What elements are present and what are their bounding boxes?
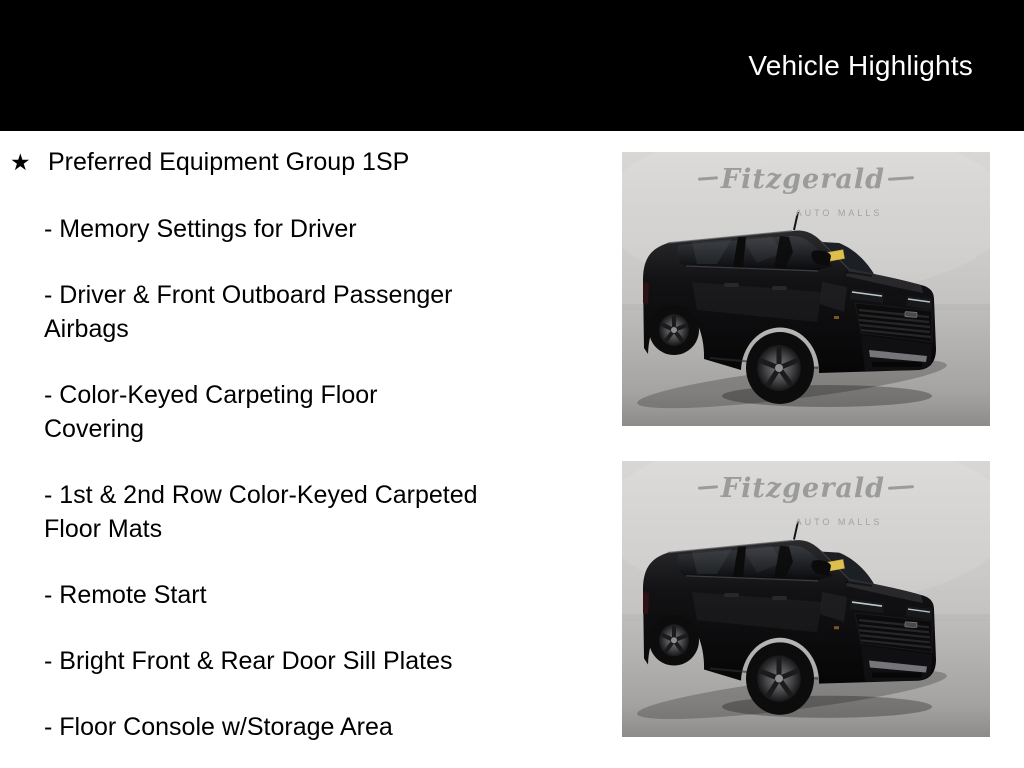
feature-item: - Bright Front & Rear Door Sill Plates (44, 647, 453, 675)
page-title: Vehicle Highlights (748, 49, 973, 81)
feature-item: - Floor Console w/Storage Area (44, 713, 393, 741)
vehicle-photo-bottom (622, 461, 990, 737)
dealer-logo-tagline: AUTO MALLS (795, 208, 883, 218)
vehicle-photo-top (622, 152, 990, 426)
star-bullet-icon: ★ (10, 149, 31, 175)
feature-item: - Memory Settings for Driver (44, 215, 357, 243)
dealer-logo-text: Fitzgerald (695, 473, 917, 504)
header-bar (0, 0, 1024, 131)
features-list (0, 131, 610, 744)
dealer-logo-text: Fitzgerald (695, 164, 917, 195)
feature-item: - Driver & Front Outboard Passenger Airbags (44, 281, 453, 343)
feature-group-heading (10, 145, 610, 180)
vehicle-photo-illustration (622, 152, 990, 426)
dealer-logo-tagline: AUTO MALLS (795, 517, 883, 527)
feature-item: - 1st & 2nd Row Color-Keyed Carpeted Floor Mats (44, 481, 478, 543)
vehicle-photo-illustration (622, 461, 990, 737)
feature-item: - Color-Keyed Carpeting Floor Covering (44, 381, 378, 443)
feature-item: - Remote Start (44, 581, 207, 609)
feature-group-label: Preferred Equipment Group 1SP (48, 148, 410, 176)
